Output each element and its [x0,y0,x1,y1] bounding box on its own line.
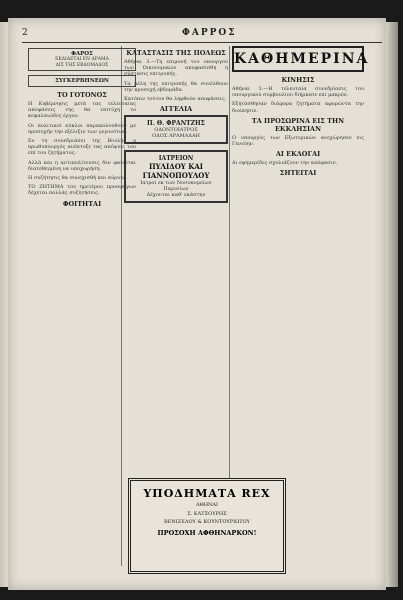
ad-heading: ΙΑΤΡΕΙΟΝ [158,155,194,163]
section-subheading: ΚΙΝΗΣΙΣ [281,76,315,84]
ad-line: Σ. ΚΑΤΣΟΥΡΗΣ [187,510,227,517]
article-heading: ΑΙ ΕΚΛΟΓΑΙ [275,150,321,159]
article-heading: ΚΑΤΑΣΤΑΣΙΣ ΤΗΣ ΠΟΛΕΩΣ [126,49,226,57]
box-title: ΣΥΓΚΕΡΒΗΝΕΩΝ [55,78,109,84]
ad-title: ΥΠΟΔΗΜΑΤΑ REX [143,487,271,500]
column-1 [28,46,136,210]
box-line: ΕΚΔΙΔΕΤΑΙ ΕΝ ΔΡΑΜΑ [55,57,109,62]
article-paragraph: Εξητάσθησαν διάφορα ζητήματα αφορώντα την διοίκησιν. [232,101,364,114]
article-paragraph: Αθήναι 3.—Η τελευταία συνεδρίασις του υπουργικού συμβουλίου διήρκεσε επί μακρόν. [232,86,364,99]
article-paragraph: Αθήναι 3.—Τη επιμονή του υπουργού των Οικονομικών αποφασίσθη η σύστασις επιτροπής. [124,59,228,78]
article-paragraph: Η συζήτησις θα συνεχισθή και αύριον. [28,175,127,182]
article-paragraph: Αλλά και η αντιπολίτευσις δεν φαίνεται διατεθειμένη να υποχωρήση. [28,159,136,172]
newspaper-name: ΦΑΡΡΟΣ [182,28,237,38]
footer-heading: ΣΗΤΕΙΤΑΙ [279,169,317,178]
ad-line: ΒΕΝΙΖΕΛΟΥ & ΚΟΥΝΤΟΥΡΙΩΤΟΥ [164,519,250,525]
article-paragraph: Οι πολιτικοί κύκλοι παρακολουθούν με προσοχήν την εξέλιξιν των γεγονότων. [28,122,136,135]
page-number: 2 [22,28,28,38]
article-paragraph: Τα μέλη της επιτροπής θα συνέλθουν την προσεχή εβδομάδα. [124,80,228,93]
box-title: ΦΑΡΟΣ [71,51,93,57]
column-3 [232,46,370,179]
ad-line: Δέχονται καθ' εκάστην [146,192,206,199]
title-box [28,75,136,87]
footer-heading: ΦΟΙΤΗΤΑΙ [62,199,102,208]
shoe-advertisement [128,478,286,574]
article-paragraph: ΤΟ ΖΗΤΗΜΑ του ημετέρου προσφύγων δέχεται πολλάς συζητήσεις. [28,184,136,197]
article-paragraph: Αι εφημερίδες σχολιάζουν την απόφασιν. [232,160,338,167]
notice-box [28,48,136,71]
page-header [22,28,382,43]
article-paragraph: Η Κυβέρνησις μετά τας τελευταίας αποφάσεις της θα επιτύχη το κεφαλαιώδες έργον. [28,101,136,120]
page-edge-right [386,22,398,587]
box-line: ΔΙΣ ΤΗΣ ΕΒΔΟΜΑΔΟΣ [55,62,109,68]
ad-city: ΑΘΗΝΑΙ [195,502,219,508]
ad-line: Ιατροί εκ των Νοσοκομείων Παρισίων [140,180,212,193]
clinic-ad [124,150,228,203]
ad-names: ΠΥΛΙΔΟΥ ΚΑΙ ΓΙΑΝΝΟΠΟΥΛΟΥ [142,162,210,181]
article-paragraph: Ο υπουργός των Εξωτερικών ανεχώρησεν εις Γενεύην. [232,134,364,148]
dentist-ad [124,115,228,144]
article-heading: ΤΑ ΠΡΟΣΩΡΙΝΑ ΕΙΣ ΤΗΝ ΕΚΚΛΗΣΙΑΝ [251,116,345,133]
article-paragraph: Εν τη συνεδριάσει της Βουλής ο πρωθυπουργός ανέπτυξε τας απόψεις του επί του ζητήματος. [28,138,136,157]
article-paragraph: Κατόπιν τούτου θα ληφθούν αποφάσεις. [124,96,227,103]
ad-title: Π. Θ. ΦΡΑΝΤΖΗΣ [147,120,205,128]
section-masthead: ΚΑΘΗΜΕΡΙΝΑ [232,46,364,72]
ad-footer: ΠΡΟΣΟΧΗ ΑΦΘΗΝΑΡΚΟΝ! [157,528,257,537]
column-2 [124,46,228,203]
ad-address: ΟΔΟΣ ΑΡΑΜΑΔΑΗ [152,133,200,140]
ad-heading: ΑΓΓΕΛΙΑ [159,105,193,114]
article-heading: ΤΟ ΓΟΤΟΝΟΣ [57,91,107,99]
ad-subtitle: ΟΔΟΝΤΟΙΑΤΡΟΣ [154,127,198,134]
